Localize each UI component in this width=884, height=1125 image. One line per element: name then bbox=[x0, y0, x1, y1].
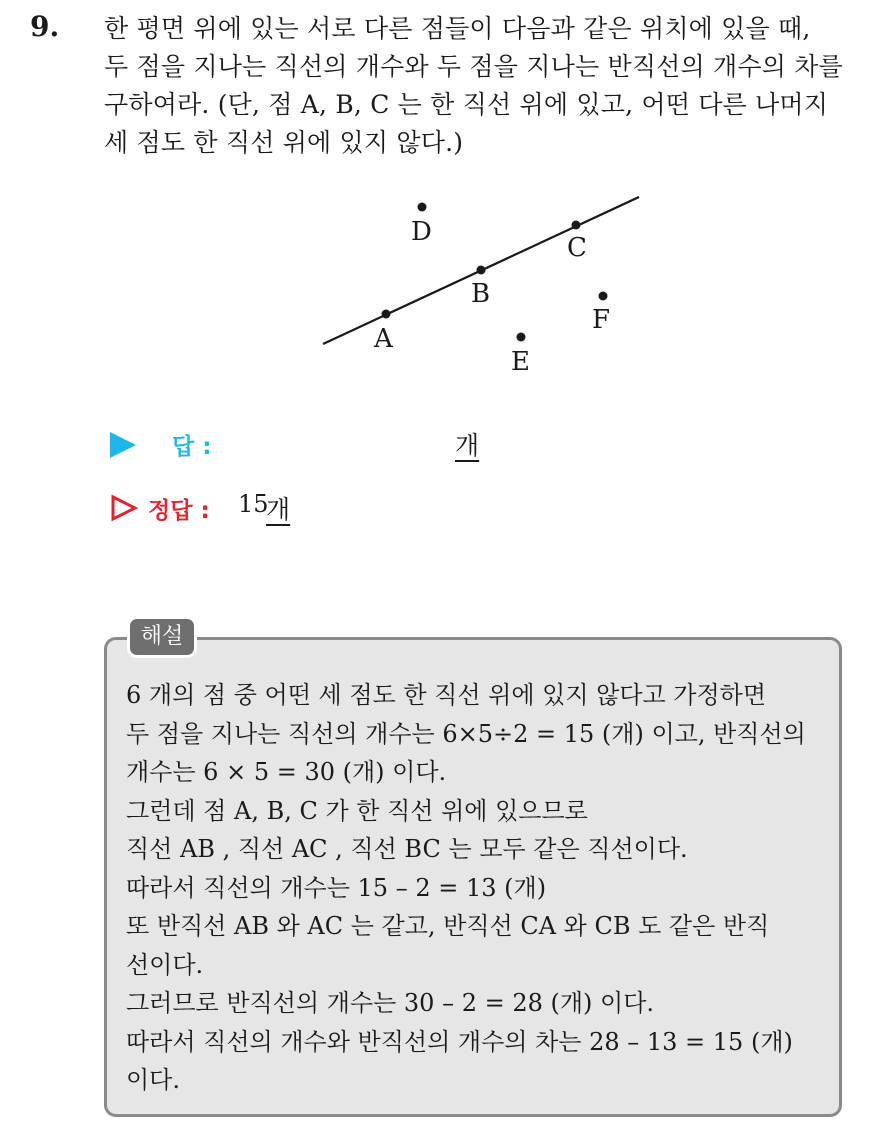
solution-line: 그런데 점 A, B, C 가 한 직선 위에 있으므로 bbox=[126, 796, 588, 825]
correct-answer-label: 정답 : bbox=[148, 498, 210, 524]
solution-line: 따라서 직선의 개수와 반직선의 개수의 차는 28 – 13 = 15 (개) bbox=[126, 1027, 793, 1056]
question-line: 두 점을 지나는 직선의 개수와 두 점을 지나는 반직선의 개수의 차를 bbox=[104, 52, 843, 81]
correct-answer-row bbox=[110, 490, 610, 530]
question-line: 구하여라. (단, 점 A, B, C 는 한 직선 위에 있고, 어떤 다른 나머지 bbox=[104, 90, 829, 119]
solution-line: 따라서 직선의 개수는 15 – 2 = 13 (개) bbox=[126, 873, 547, 902]
point-a-dot bbox=[382, 310, 391, 319]
answer-row bbox=[110, 426, 610, 466]
solution-line: 선이다. bbox=[126, 950, 204, 979]
solution-line: 두 점을 지나는 직선의 개수는 6×5÷2 = 15 (개) 이고, 반직선의 bbox=[126, 719, 806, 748]
point-c-dot bbox=[572, 221, 581, 230]
play-arrow-icon bbox=[110, 432, 136, 458]
point-f-dot bbox=[599, 292, 608, 301]
solution-line: 개수는 6 × 5 = 30 (개) 이다. bbox=[126, 758, 447, 786]
correct-answer-unit: 개 bbox=[266, 495, 291, 524]
question-text bbox=[104, 10, 864, 162]
point-d-dot bbox=[418, 203, 427, 212]
solution-line: 또 반직선 AB 와 AC 는 같고, 반직선 CA 와 CB 도 같은 반직 bbox=[126, 912, 770, 940]
question-line: 한 평면 위에 있는 서로 다른 점들이 다음과 같은 위치에 있을 때, bbox=[104, 14, 811, 43]
point-e-dot bbox=[517, 333, 526, 342]
point-f-label: F bbox=[592, 305, 611, 335]
solution-line: 6 개의 점 중 어떤 세 점도 한 직선 위에 있지 않다고 가정하면 bbox=[126, 681, 767, 709]
point-b-label: B bbox=[471, 279, 491, 309]
point-a-label: A bbox=[374, 324, 393, 354]
solution-line: 이다. bbox=[126, 1066, 180, 1094]
solution-text bbox=[126, 676, 836, 1100]
answer-label: 답 : bbox=[172, 434, 212, 460]
outline-arrow-icon bbox=[110, 494, 138, 522]
points-figure bbox=[300, 180, 660, 380]
answer-unit[interactable]: 개 bbox=[455, 431, 480, 460]
problem-number: 9. bbox=[30, 10, 60, 43]
solution-line: 직선 AB , 직선 AC , 직선 BC 는 모두 같은 직선이다. bbox=[126, 835, 688, 863]
point-d-label: D bbox=[411, 217, 432, 247]
correct-answer-value: 15 bbox=[238, 490, 269, 518]
question-line: 세 점도 한 직선 위에 있지 않다.) bbox=[104, 128, 464, 157]
solution-line: 그러므로 반직선의 개수는 30 – 2 = 28 (개) 이다. bbox=[126, 989, 655, 1017]
point-c-label: C bbox=[567, 233, 587, 263]
point-b-dot bbox=[477, 266, 486, 275]
point-e-label: E bbox=[511, 347, 530, 377]
solution-tag: 해설 bbox=[127, 616, 197, 658]
